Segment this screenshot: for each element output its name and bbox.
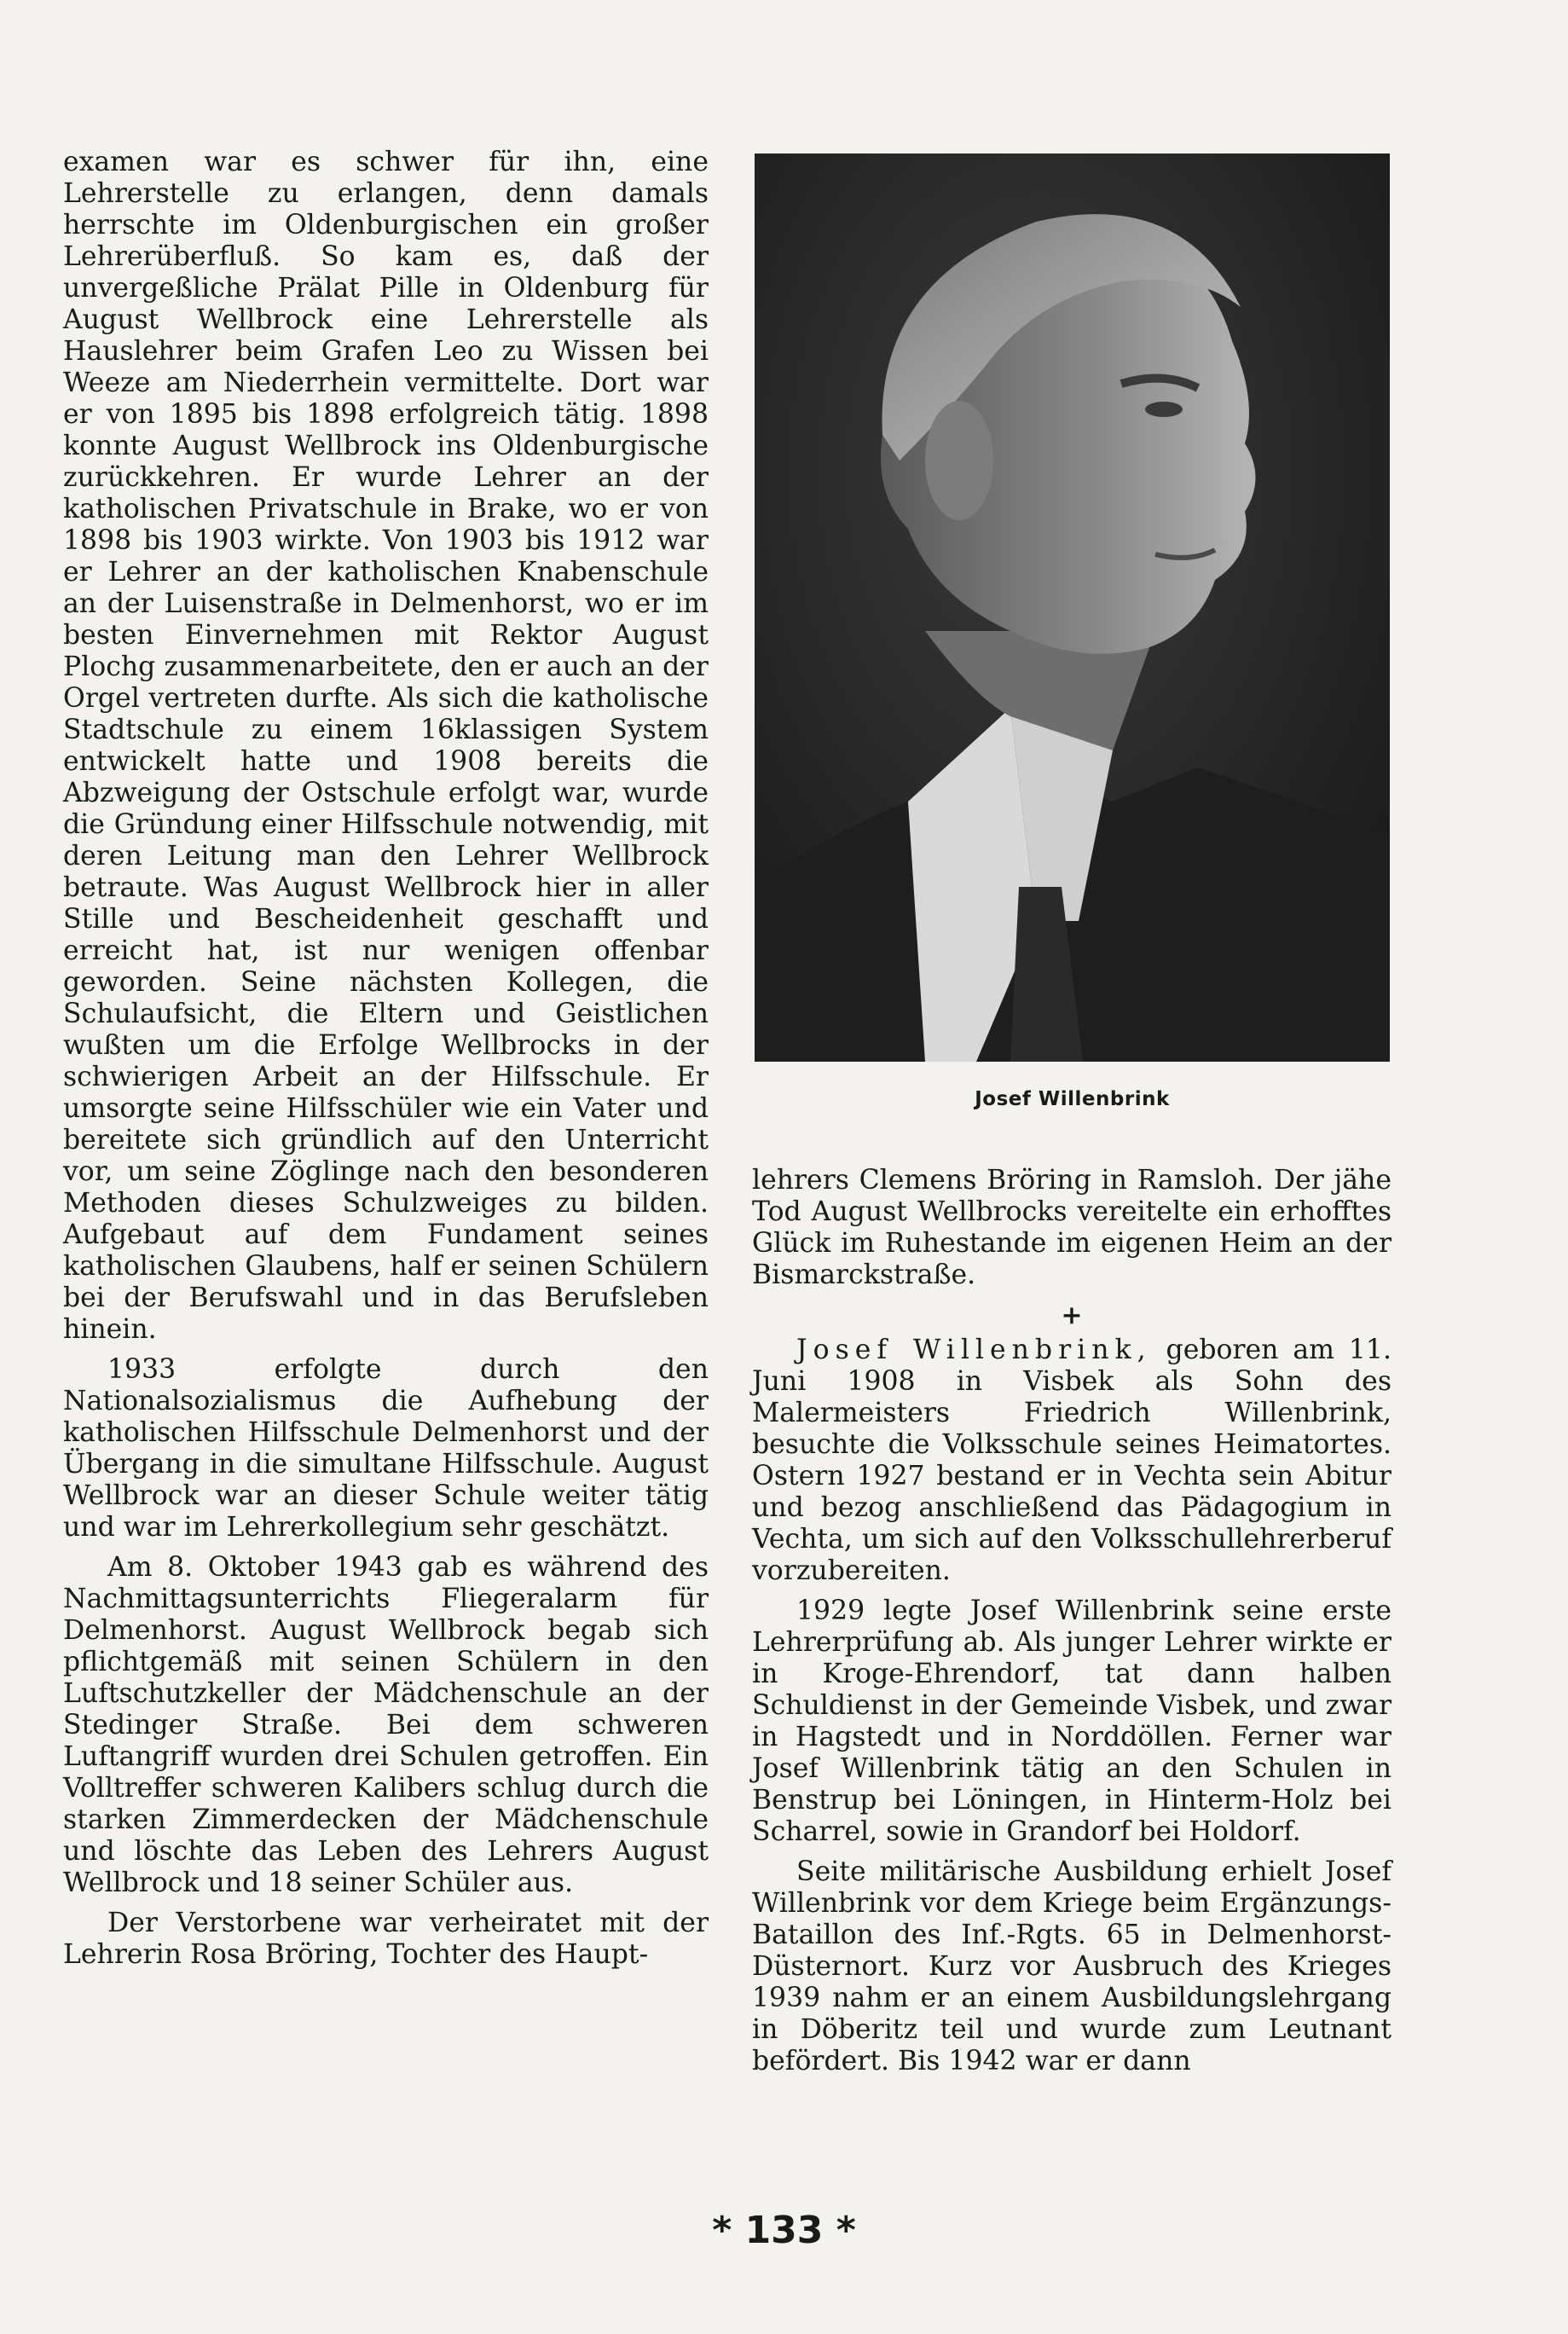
paragraph-military: Seite militärische Ausbildung erhielt Josef Willenbrink vor dem Kriege beim Ergänzungs-Bataillon des Inf.-Rgts. 65 in Delmenhorst-Düsternort. Kurz vor Ausbruch des Krieges 1939 nahm er an einem Ausbildungslehrgang in Döberitz teil und wurde zum Leutnant befördert. Bis 1942 war er dann bbox=[752, 1856, 1392, 2076]
paragraph-air-raid: Am 8. Oktober 1943 gab es während des Nachmittagsunterrichts Fliegeralarm für Delmenhorst. August Wellbrock begab sich pflichtgemäß mit seinen Schülern in den Luftschutzkeller der Mädchenschule an der Stedinger Straße. Bei dem schweren Luftangriff wurden drei Schulen getroffen. Ein Volltreffer schweren Kalibers schlug durch die starken Zimmerdecken der Mädchenschule und löschte das Leben des Lehrers August Wellbrock und 18 seiner Schüler aus. bbox=[63, 1552, 709, 1898]
portrait-photo bbox=[755, 153, 1390, 1062]
paragraph-wellbrock-career: examen war es schwer für ihn, eine Lehrerstelle zu erlangen, denn damals herrschte im Oldenburgischen ein großer Lehrerüberfluß. So kam es, daß der unvergeßliche Prälat Pille in Oldenburg für August Wellbrock eine Lehrerstelle als Hauslehrer beim Grafen Leo zu Wissen bei Weeze am Niederrhein vermittelte. Dort war er von 1895 bis 1898 erfolgreich tätig. 1898 konnte August Wellbrock ins Oldenburgische zurückkehren. Er wurde Lehrer an der katholischen Privatschule in Brake, wo er von 1898 bis 1903 wirkte. Von 1903 bis 1912 war er Lehrer an der katholischen Knabenschule an der Luisenstraße in Delmenhorst, wo er im besten Einvernehmen mit Rektor August Plochg zusammenarbeitete, den er auch an der Orgel vertreten durfte. Als sich die katholische Stadtschule zu einem 16klassigen System entwickelt hatte und 1908 bereits die Abzweigung der Ostschule erfolgt war, wurde die Gründung einer Hilfsschule notwendig, mit deren Leitung man den Lehrer Wellbrock betraute. Was August Wellbrock hier in aller Stille und Bescheidenheit geschafft und erreicht hat, ist nur wenigen offenbar geworden. Seine nächsten Kollegen, die Schulaufsicht, die Eltern und Geistlichen wußten um die Erfolge Wellbrocks in der schwierigen Arbeit an der Hilfsschule. Er umsorgte seine Hilfsschüler wie ein Vater und bereitete sich gründlich auf den Unterricht vor, um seine Zöglinge nach den besonderen Methoden dieses Schulzweiges zu bilden. Aufgebaut auf dem Fundament seines katholischen Glaubens, half er seinen Schülern bei der Berufswahl und in das Berufsleben hinein. bbox=[63, 147, 709, 1345]
page-number: * 133 * bbox=[712, 2209, 856, 2252]
left-text-column bbox=[63, 147, 709, 1979]
spaced-name: Josef Willenbrink, bbox=[796, 1335, 1152, 1365]
paragraph-marriage: Der Verstorbene war verheiratet mit der Lehrerin Rosa Bröring, Tochter des Haupt- bbox=[63, 1908, 709, 1970]
paragraph-willenbrink-birth-text: geboren am 11. Juni 1908 in Visbek als Sohn des Malermeisters Friedrich Willenbrink, besuchte die Volksschule seines Heimatortes. Ostern 1927 bestand er in Vechta sein Abitur und bezog anschließend das Pädagogium in Vechta, um sich auf den Volksschullehrerberuf vorzubereiten. bbox=[752, 1335, 1392, 1586]
paragraph-willenbrink-birth bbox=[752, 1335, 1392, 1587]
photo-caption: Josef Willenbrink bbox=[975, 1088, 1170, 1110]
cross-symbol: + bbox=[1061, 1300, 1083, 1330]
paragraph-1933: 1933 erfolgte durch den Nationalsozialismus die Aufhebung der katholischen Hilfsschule Delmenhorst und der Übergang in die simultane Hilfsschule. August Wellbrock war an dieser Schule weiter tätig und war im Lehrerkollegium sehr geschätzt. bbox=[63, 1354, 709, 1543]
right-text-column bbox=[752, 1165, 1392, 2086]
paragraph-broering: lehrers Clemens Bröring in Ramsloh. Der jähe Tod August Wellbrocks vereitelte ein erhofftes Glück im Ruhestande im eigenen Heim an der Bismarckstraße. bbox=[752, 1165, 1392, 1290]
paragraph-1929: 1929 legte Josef Willenbrink seine erste Lehrerprüfung ab. Als junger Lehrer wirkte er in Kroge-Ehrendorf, tat dann halben Schuldienst in der Gemeinde Visbek, und zwar in Hagstedt und in Norddöllen. Ferner war Josef Willenbrink tätig an den Schulen in Benstrup bei Löningen, in Hinterm-Holz bei Scharrel, sowie in Grandorf bei Holdorf. bbox=[752, 1596, 1392, 1847]
